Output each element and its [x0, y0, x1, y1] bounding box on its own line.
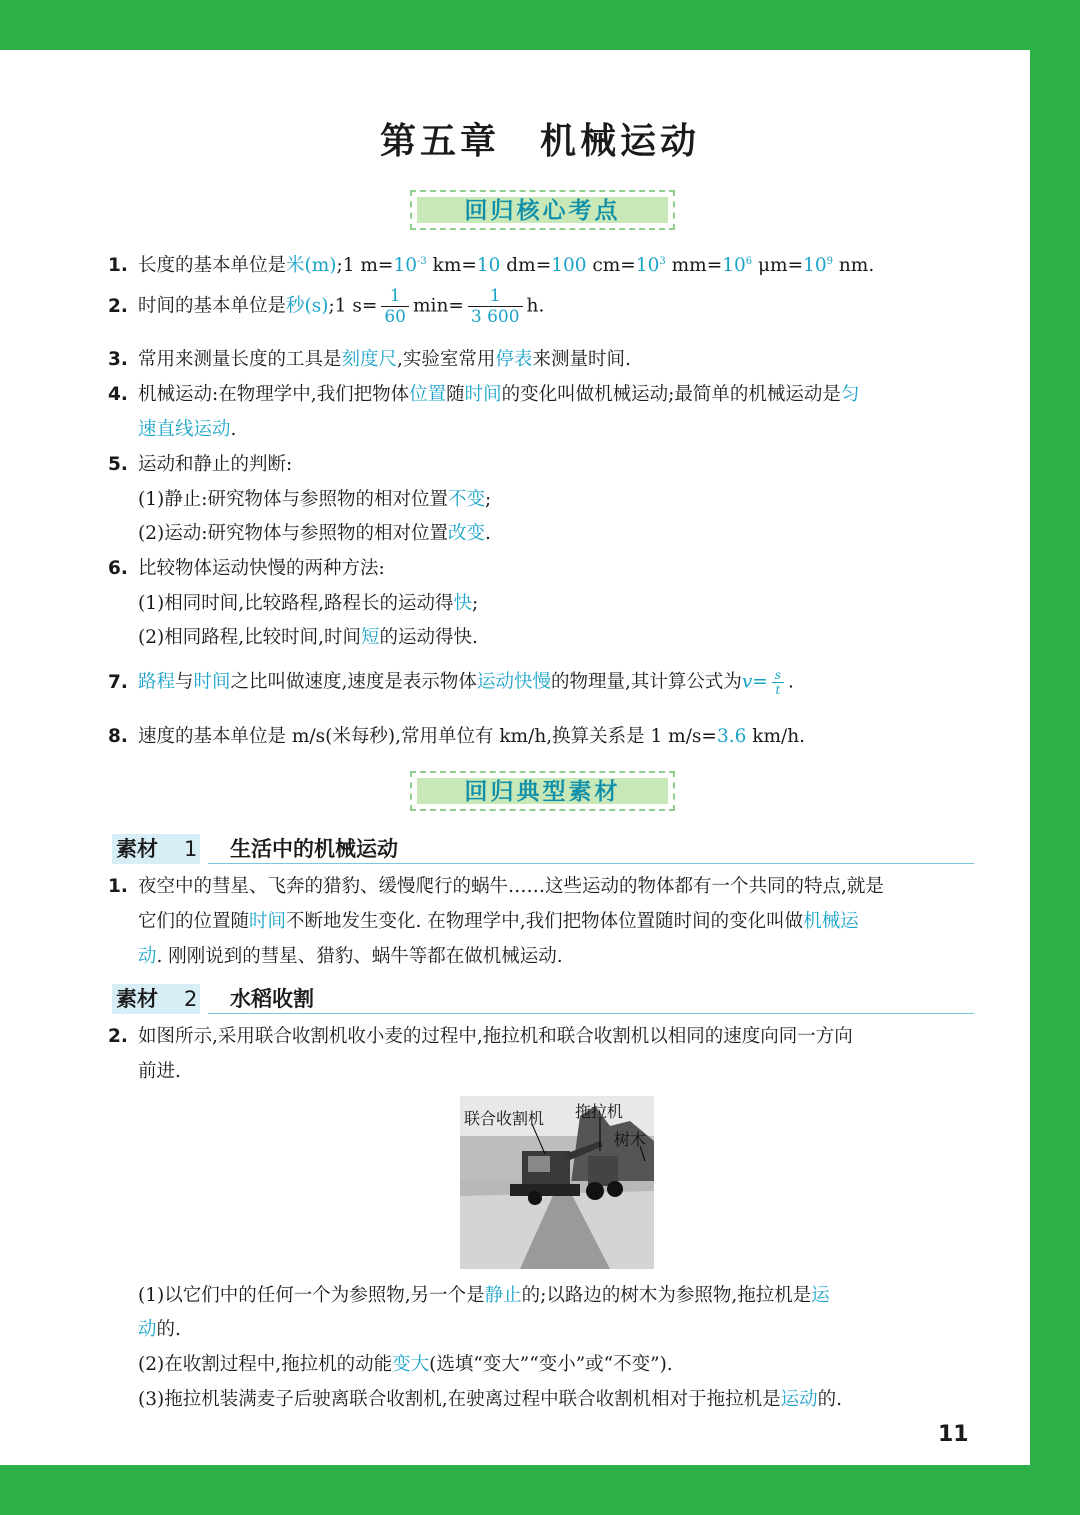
label-harvester: 联合收割机 [464, 1109, 545, 1128]
point-3: 3. 常用来测量长度的工具是刻度尺,实验室常用停表来测量时间. [108, 349, 631, 370]
material-2-q1-cont: 动的. [138, 1319, 181, 1340]
material-1-line-1: 1. 夜空中的彗星、飞奔的猎豹、缓慢爬行的蜗牛……这些运动的物体都有一个共同的特点,就是 [108, 876, 884, 897]
point-6: 6. 比较物体运动快慢的两种方法: [108, 558, 385, 579]
point-1: 1. 长度的基本单位是米(m);1 $m=10^{-3}$ km=10 dm=100 $cm=10^3$ $mm=10^6$ $\mu m=10^9$ nm. [108, 255, 875, 277]
point-6-sub-1: (1)相同时间,比较路程,路程长的运动得快; [138, 593, 479, 614]
section-banner-material: 回归典型素材 [410, 771, 675, 811]
point-4-cont: 速直线运动. [138, 419, 237, 440]
material-2-q1: (1)以它们中的任何一个为参照物,另一个是静止的;以路边的树木为参照物,拖拉机是运 [138, 1285, 830, 1306]
point-5-sub-2: (2)运动:研究物体与参照物的相对位置改变. [138, 523, 491, 544]
section-banner-core: 回归核心考点 [410, 190, 675, 230]
harvest-photo [460, 1096, 654, 1269]
fraction-s-t: $\frac{s}{t}$ [772, 668, 784, 697]
material-heading: 生活中的机械运动 [230, 837, 398, 861]
page-number: 11 [938, 1422, 969, 1447]
material-tag: 素材 1 [112, 834, 200, 864]
material-1-header [112, 834, 974, 864]
material-1-line-2: 它们的位置随时间不断地发生变化. 在物理学中,我们把物体位置随时间的变化叫做机械运 [138, 911, 859, 932]
label-tree: 树木 [614, 1130, 647, 1149]
point-2: 2. 时间的基本单位是秒(s);1 s= $\frac{1}{60}$ min= $\frac{1}{3 600}$ h. [108, 286, 545, 327]
point-8: 8. 速度的基本单位是 m/s(米每秒),常用单位有 km/h,换算关系是 1 m/s=3.6 km/h. [108, 726, 806, 747]
point-5-sub-1: (1)静止:研究物体与参照物的相对位置不变; [138, 489, 492, 510]
point-6-sub-2: (2)相同路程,比较时间,时间短的运动得快. [138, 627, 478, 648]
material-heading: 水稻收割 [230, 987, 314, 1011]
point-7: 7. 路程与时间之比叫做速度,速度是表示物体运动快慢的物理量,其计算公式为v= $\frac{s}{t}$ . [108, 668, 794, 697]
point-4: 4. 机械运动:在物理学中,我们把物体位置随时间的变化叫做机械运动;最简单的机械运动是匀 [108, 384, 860, 405]
material-1-line-3: 动. 刚刚说到的彗星、猎豹、蜗牛等都在做机械运动. [138, 946, 563, 967]
material-2-line-2: 前进. [138, 1061, 181, 1082]
material-rule [208, 863, 974, 864]
chapter-title: 第五章 机械运动 [379, 121, 701, 162]
material-2-q2: (2)在收割过程中,拖拉机的动能变大(选填“变大”“变小”或“不变”). [138, 1354, 673, 1375]
fraction-1-3600: $\frac{1}{3 600}$ [468, 286, 523, 327]
point-5: 5. 运动和静止的判断: [108, 454, 293, 475]
label-tractor: 拖拉机 [575, 1102, 624, 1121]
fraction-1-60: $\frac{1}{60}$ [381, 286, 409, 327]
material-tag: 素材 2 [112, 984, 200, 1014]
material-rule [208, 1013, 974, 1014]
material-2-header [112, 984, 974, 1014]
material-2-line-1: 2. 如图所示,采用联合收割机收小麦的过程中,拖拉机和联合收割机以相同的速度向同一方向 [108, 1026, 853, 1047]
material-2-q3: (3)拖拉机装满麦子后驶离联合收割机,在驶离过程中联合收割机相对于拖拉机是运动的. [138, 1389, 842, 1410]
